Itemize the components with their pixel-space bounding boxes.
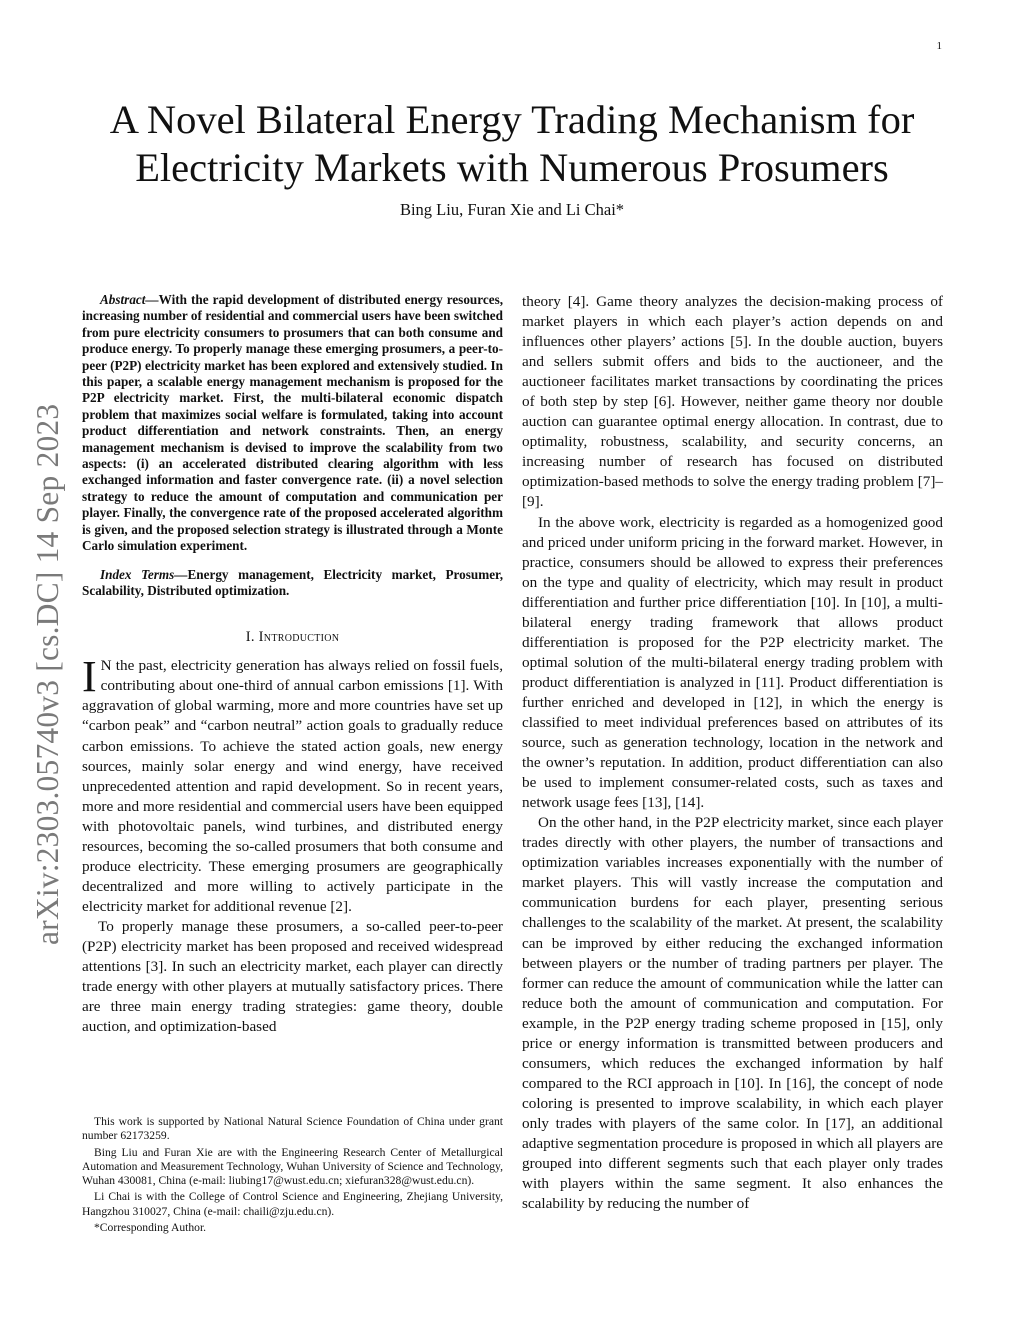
intro-paragraph-2: To properly manage these prosumers, a so-called peer-to-peer (P2P) electricity market has been proposed and received widespread attentions [3]. In such an electricity market, each player can directly trade energy with other players at mutually satisfactory prices. There are three main energy trading strategies: game theory, double auction, and optimization-based — [82, 917, 503, 1036]
intro-paragraph-3: theory [4]. Game theory analyzes the decision-making process of market players in which each player’s action depends on and influences other players’ actions [5]. In the double auction, buyers and sellers submit offers and bids to the auctioneer, and the auctioneer facilitates market transactions by coordinating the prices of both step by step [6]. However, neither game theory nor double auction can guarantee optimal energy allocation. In contrast, due to optimality, robustness, scalability, and security concerns, an increasing number of research has focused on distributed optimization-based methods to solve the energy trading problem [7]–[9]. — [522, 293, 943, 511]
arxiv-identifier-stamp[interactable]: arXiv:2303.05740v3 [cs.DC] 14 Sep 2023 — [30, 403, 65, 945]
section-heading-introduction: I. Introduction — [245, 629, 340, 646]
abstract-text: With the rapid development of distributed energy resources, increasing number of residential and commercial users have been switched from pure electricity consumers to prosumers that can both consume and produce energy. To properly manage these emerging prosumers, a peer-to-peer (P2P) electricity market has been explored and extensively studied. In this paper, a scalable energy management mechanism is proposed for the P2P electricity market. First, the multi-bilateral economic dispatch problem that maximizes social welfare is formulated, taking into account product differentiation and network constraints. Then, an energy management mechanism is devised to improve the scalability from two aspects: (i) an accelerated distributed clearing algorithm with less exchanged information and faster convergence rate. (ii) a novel selection strategy to reduce the amount of computation and communication per player. Finally, the convergence rate of the proposed accelerated algorithm is given, and the proposed selection strategy is illustrated through a Monte Carlo simulation experiment. — [82, 292, 503, 554]
footnotes — [82, 1115, 503, 1237]
abstract-lead: Abstract— — [100, 292, 159, 307]
index-terms-text: Energy management, Electricity market, Prosumer, Scalability, Distributed optimization. — [82, 566, 503, 598]
footnote-funding: This work is supported by National Natural Science Foundation of China under grant number 62173259. — [82, 1115, 503, 1143]
author-list: Bing Liu, Furan Xie and Li Chai* — [399, 200, 625, 219]
footnote-affiliation-1: Bing Liu and Furan Xie are with the Engineering Research Center of Metallurgical Automation and Measurement Technology, Wuhan University of Science and Technology, Wuhan 430081, China (e-mail: liubing17@wust.edu.cn; xiefuran328@wust.edu.cn). — [82, 1145, 503, 1188]
intro-paragraph-4: In the above work, electricity is regarded as a homogenized good and priced under uniform pricing in the forward market. However, in practice, consumers should be allowed to express their preferences on the type and quality of electricity, which may result in product differentiation and further price differentiation [10]. In [10], a multi-bilateral energy trading framework that allows product differentiation is proposed for the P2P electricity market. The optimal solution of the multi-bilateral energy trading problem with product differentiation is analyzed in [11]. Product differentiation is further enriched and developed in [12], in which the energy is classified to meet individual preferences based on attributes of its source, such as generation technology, location in the network and the owner’s reputation. In addition, product differentiation can also be used to implement consumer-related costs, such as taxes and network usage fees [13], [14]. — [522, 513, 943, 812]
drop-cap: I — [82, 652, 97, 702]
intro-paragraph-1-text: N the past, electricity generation has always relied on fossil fuels, contributing about one-third of annual carbon emissions [1]. With aggravation of global warming, more and more countries have set up “carbon peak” and “carbon neutral” action goals to gradually reduce carbon emissions. To achieve the stated action goals, new energy sources, mainly solar energy and wind energy, have received unprecedented attention and rapid development. So in recent years, more and more residential and commercial users have been equipped with photovoltaic panels, wind turbines, and distributed energy resources, becoming the so-called prosumers that both consume and produce electricity. These emerging prosumers are geographically decentralized and more willing to actively participate in the electricity market for additional revenue [2]. — [82, 657, 503, 915]
page-number: 1 — [936, 40, 942, 52]
intro-paragraph-1 — [82, 652, 503, 917]
intro-paragraph-5: On the other hand, in the P2P electricity market, since each player trades directly with other players, the number of transactions and optimization variables increases exponentially with the number of market players. This will vastly increase the computation and communication burdens for each player, presenting serious challenges to the scalability of the market. At present, the scalability can be improved by either reducing the exchanged information between players or the number of trading partners per player. The former can reduce the amount of communication while the latter can reduce both the amount of communication and computation. For example, in the P2P energy trading scheme proposed in [15], only price or energy information is transmitted between producers and consumers, which reduces the exchanged information by half compared to the RCI approach in [10]. In [16], the concept of node coloring is presented to improve scalability, in which each player only trades with players of the same color. In [17], an additional adaptive segmentation procedure is proposed in which all players are grouped into different segments such that each player only trades with players within the same segment. It also enhances the scalability by reducing the number of — [522, 814, 943, 1213]
footnote-corresponding: *Corresponding Author. — [94, 1221, 207, 1235]
left-column — [82, 292, 503, 1037]
index-terms-lead: Index Terms— — [100, 566, 188, 582]
right-column — [522, 292, 943, 1214]
paper-title: A Novel Bilateral Energy Trading Mechanism for Electricity Markets with Numerous Prosumers — [109, 97, 915, 190]
index-terms — [82, 567, 503, 600]
abstract — [82, 292, 503, 555]
footnote-affiliation-2: Li Chai is with the College of Control Science and Engineering, Zhejiang University, Hangzhou 310027, China (e-mail: chaili@zju.edu.cn). — [82, 1190, 503, 1218]
